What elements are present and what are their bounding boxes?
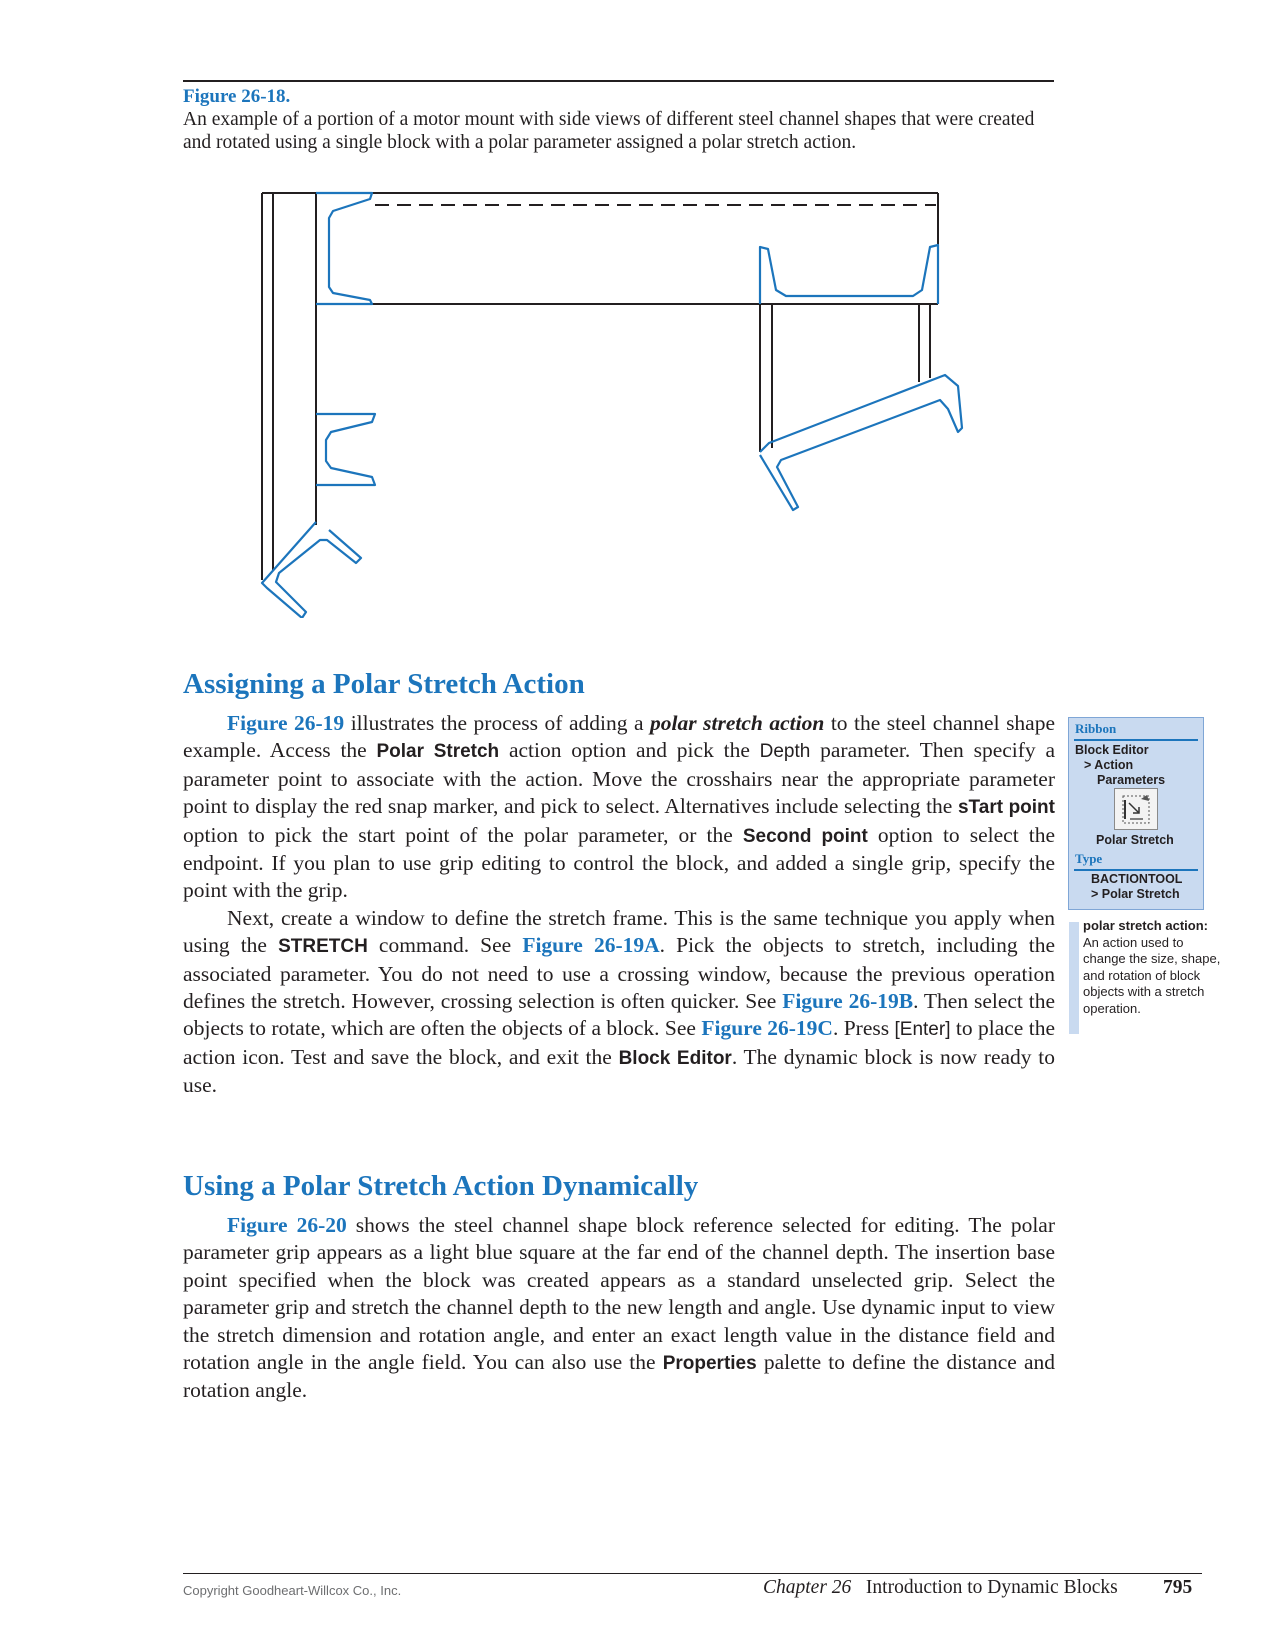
text-run: . Then select the objects to rotate, which are often the objects of a block. See [183, 989, 1056, 1041]
channel-bottom-left [262, 522, 361, 618]
ribbon-access-box [1068, 717, 1204, 910]
text-run: parameter. Then specify a parameter point to associate with the action. Move the crosshairs near the appropriate parameter point to display the red snap marker, and pick to select. Alternatives include selecting the [183, 738, 1055, 819]
figure-link[interactable]: Figure 26-19 [227, 711, 345, 735]
ui-term: Second point [742, 825, 868, 847]
text-run: to place the action icon. Test and save the block, and exit the [183, 1016, 1055, 1069]
type-label: Type [1075, 851, 1103, 866]
motor-mount-drawing [250, 188, 970, 618]
channel-top-left [316, 193, 372, 304]
footer-rule [183, 1573, 1202, 1574]
paragraph [183, 710, 1055, 905]
chapter-number: Chapter 26 [763, 1577, 852, 1598]
page-number: 795 [1163, 1577, 1193, 1598]
key-term: polar stretch action [650, 711, 825, 735]
glossary-term: polar stretch action: [1083, 918, 1208, 933]
ui-term: Polar Stretch [376, 741, 500, 763]
polar-stretch-tool-icon[interactable] [1114, 788, 1158, 830]
text-run: option to select the endpoint. If you plan to use grip editing to control the block, and added a single grip, specify the point with the grip. [183, 822, 1055, 903]
ribbon-path-panel-2: Parameters [1097, 773, 1166, 787]
figure-link[interactable]: Figure 26-19C [701, 1016, 833, 1041]
text-run: palette to define the distance and rotation angle. [183, 1350, 1055, 1403]
glossary-bar [1069, 922, 1079, 1034]
section1-body [183, 710, 1055, 1100]
channel-right [760, 245, 938, 304]
figure-link[interactable]: Figure 26-19B [782, 989, 914, 1014]
channel-left-mid [316, 414, 375, 485]
key-name: [Enter] [894, 1019, 951, 1041]
text-run: . The dynamic block is now ready to use. [183, 1044, 1055, 1098]
text-run: command. See [367, 933, 523, 958]
channel-rotated [760, 375, 962, 510]
ui-term: Block Editor [618, 1047, 732, 1069]
ribbon-tool-name: Polar Stretch [1096, 833, 1174, 847]
section-heading-assigning: Assigning a Polar Stretch Action [183, 668, 585, 700]
text-run: option to pick the start point of the polar parameter, or the [183, 822, 743, 847]
ui-term: Properties [662, 1353, 757, 1375]
paragraph [183, 1212, 1055, 1405]
ribbon-rule [1074, 739, 1198, 741]
ui-term: STRETCH [278, 936, 368, 958]
paragraph [183, 905, 1055, 1100]
ribbon-path-tab: Block Editor [1075, 743, 1149, 757]
copyright: Copyright Goodheart-Willcox Co., Inc. [183, 1583, 402, 1598]
text-run: to the steel channel shape example. Access the [183, 711, 1056, 763]
text-run: . Press [832, 1016, 895, 1041]
text-run: . Pick the objects to stretch, including the associated parameter. You do not need to use a crossing window, because the previous operation defines the stretch. However, crossing selection is often quicker. See [183, 933, 1056, 1014]
figure-label: Figure 26-18. [183, 86, 291, 107]
ui-term: sTart point [957, 797, 1055, 819]
text-run: Next, create a window to define the stretch frame. This is the same technique you apply when using the [183, 905, 1055, 958]
type-rule [1074, 869, 1198, 871]
figure-top-rule [183, 80, 1054, 82]
running-footer [763, 1577, 1118, 1599]
section-heading-using: Using a Polar Stretch Action Dynamically [183, 1170, 699, 1202]
glossary-entry [1083, 918, 1223, 1018]
figure-link[interactable]: Figure 26-19A [522, 933, 660, 958]
text-run: illustrates the process of adding a [344, 711, 651, 735]
figure-link[interactable]: Figure 26-20 [227, 1213, 347, 1237]
command-option: > Polar Stretch [1091, 887, 1180, 901]
command-name: BACTIONTOOL [1091, 872, 1183, 886]
figure-caption: An example of a portion of a motor mount with side views of different steel channel shapes that were created and rotated using a single block with a polar parameter assigned a polar stretch action. [183, 109, 1035, 153]
ui-term: Depth [759, 741, 811, 763]
text-run: shows the steel channel shape block reference selected for editing. The polar parameter grip appears as a light blue square at the far end of the channel depth. The insertion base point specified when the block was created appears as a standard unselected grip. Select the parameter grip and stretch the channel depth to the new length and angle. Use dynamic input to view the stretch dimension and rotation angle, and enter an exact length value in the distance field and rotation angle in the angle field. You can also use the [183, 1213, 1055, 1375]
section2-body [183, 1212, 1055, 1405]
chapter-title: Introduction to Dynamic Blocks [865, 1577, 1118, 1598]
glossary-definition: An action used to change the size, shape, and rotation of block objects with a stretch operation. [1083, 934, 1221, 1016]
ribbon-path-panel: > Action [1084, 758, 1134, 772]
ribbon-label: Ribbon [1075, 721, 1117, 736]
text-run: action option and pick the [499, 738, 760, 763]
